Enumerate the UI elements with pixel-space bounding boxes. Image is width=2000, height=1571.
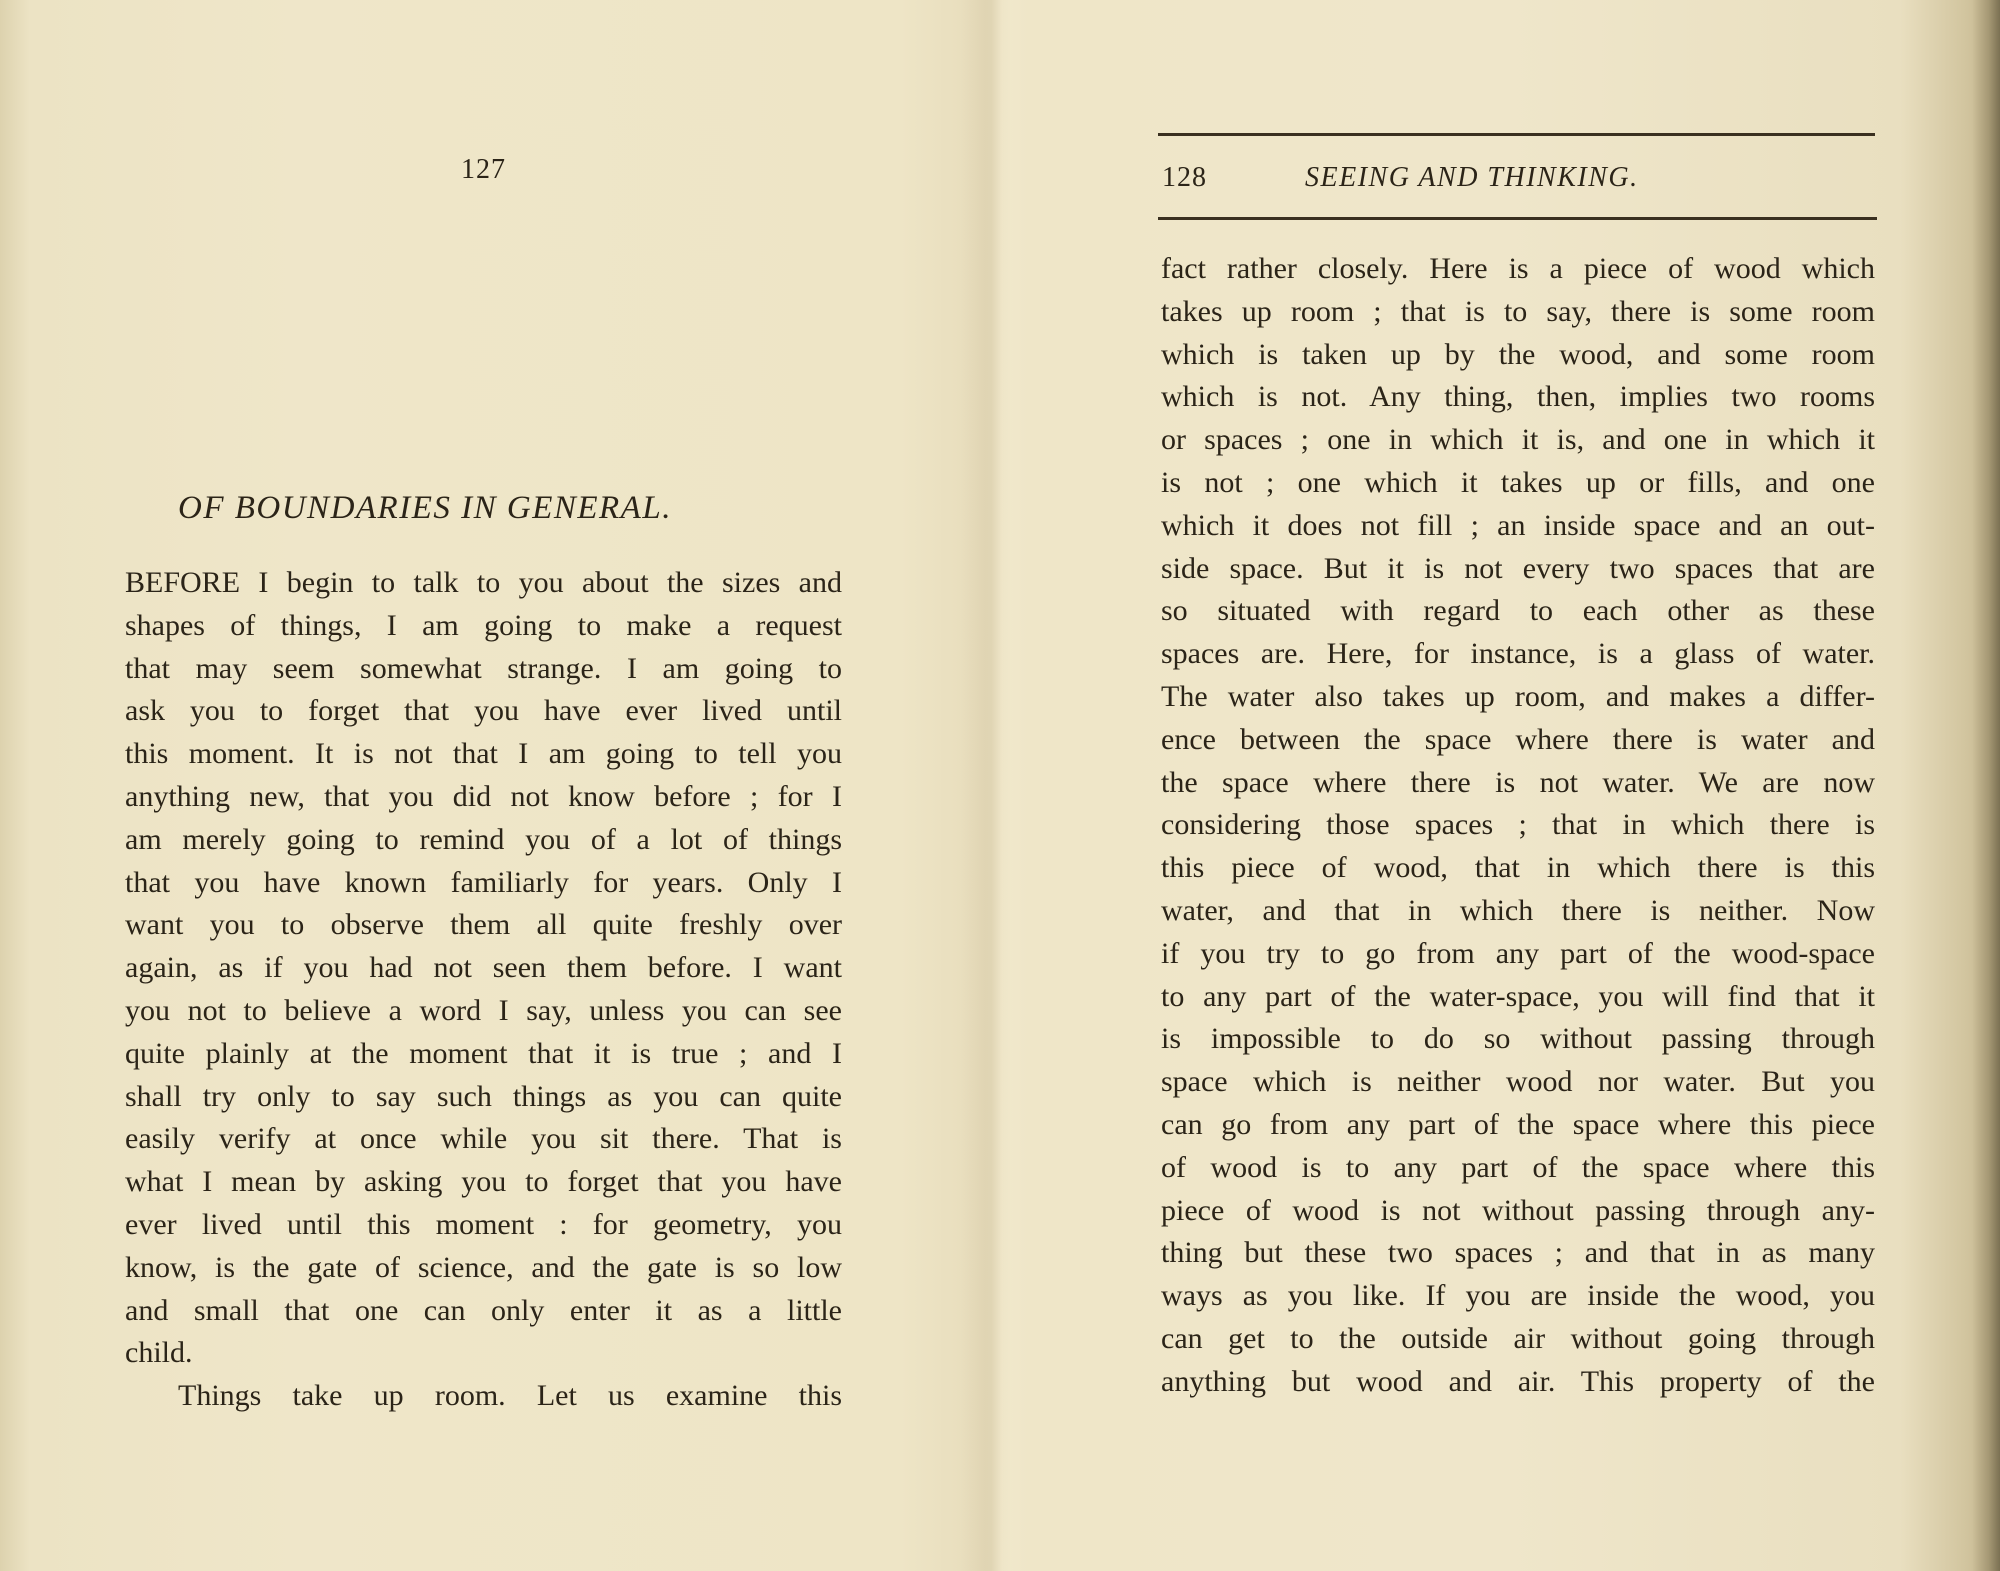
text-line: you not to believe a word I say, unless you can see (125, 993, 842, 1027)
text-line: quite plainly at the moment that it is true ; and I (125, 1036, 842, 1070)
text-line: again, as if you had not seen them before. I want (125, 951, 842, 985)
chapter-title: OF BOUNDARIES IN GENERAL. (178, 490, 672, 526)
text-line: so situated with regard to each other as these (1161, 594, 1875, 628)
text-line: is not ; one which it takes up or fills, and one (1161, 465, 1875, 499)
text-line: this moment. It is not that I am going to tell you (125, 737, 842, 771)
text-line: ask you to forget that you have ever lived until (125, 694, 842, 728)
text-line: thing but these two spaces ; and that in as many (1161, 1236, 1875, 1270)
text-line: can get to the outside air without going through (1161, 1321, 1875, 1355)
body-text (1161, 248, 1875, 1404)
text-line: Things take up room. Let us examine this (178, 1379, 842, 1413)
text-line: ways as you like. If you are inside the wood, you (1161, 1279, 1875, 1313)
header-rule (1158, 217, 1877, 220)
text-line: piece of wood is not without passing through any- (1161, 1193, 1875, 1227)
text-line: that you have known familiarly for years. Only I (125, 865, 842, 899)
text-line: shapes of things, I am going to make a request (125, 608, 842, 642)
page-edge-shadow (1972, 0, 2000, 1571)
text-line: the space where there is not water. We are now (1161, 765, 1875, 799)
text-line: which is taken up by the wood, and some room (1161, 337, 1875, 371)
text-line: ever lived until this moment : for geometry, you (125, 1207, 842, 1241)
text-line: shall try only to say such things as you can quite (125, 1079, 842, 1113)
text-line: fact rather closely. Here is a piece of wood which (1161, 252, 1875, 285)
text-line: want you to observe them all quite freshly over (125, 908, 842, 942)
running-head: SEEING AND THINKING. (1305, 162, 1639, 193)
left-page (0, 0, 995, 1571)
text-line: child. (125, 1336, 193, 1370)
text-line: space which is neither wood nor water. But you (1161, 1065, 1875, 1099)
page-number: 127 (461, 154, 506, 185)
text-line: if you try to go from any part of the wood-space (1161, 936, 1875, 970)
text-line: is impossible to do so without passing through (1161, 1022, 1875, 1056)
text-line: am merely going to remind you of a lot of things (125, 822, 842, 856)
text-line: that may seem somewhat strange. I am going to (125, 651, 842, 685)
text-line: ence between the space where there is water and (1161, 722, 1875, 756)
text-line: to any part of the water-space, you will find that it (1161, 979, 1875, 1013)
header-rule (1158, 133, 1875, 136)
text-line: anything but wood and air. This property of the (1161, 1364, 1875, 1398)
text-line: BEFORE I begin to talk to you about the sizes and (125, 566, 842, 599)
text-line: this piece of wood, that in which there is this (1161, 851, 1875, 885)
text-line: or spaces ; one in which it is, and one in which it (1161, 423, 1875, 457)
text-line: The water also takes up room, and makes a differ- (1161, 679, 1875, 713)
text-line: of wood is to any part of the space where this (1161, 1150, 1875, 1184)
body-text (125, 562, 842, 1418)
text-line: spaces are. Here, for instance, is a glass of water. (1161, 637, 1875, 671)
text-line: know, is the gate of science, and the gate is so low (125, 1250, 842, 1284)
text-line: considering those spaces ; that in which there is (1161, 808, 1875, 842)
text-line: what I mean by asking you to forget that you have (125, 1165, 842, 1199)
text-line: water, and that in which there is neither. Now (1161, 893, 1875, 927)
text-line: side space. But it is not every two spaces that are (1161, 551, 1875, 585)
text-line: which it does not fill ; an inside space and an out- (1161, 508, 1875, 542)
text-line: which is not. Any thing, then, implies two rooms (1161, 380, 1875, 414)
page-number: 128 (1162, 162, 1207, 193)
text-line: anything new, that you did not know before ; for I (125, 779, 842, 813)
text-line: easily verify at once while you sit there. That is (125, 1122, 842, 1156)
text-line: can go from any part of the space where this piece (1161, 1107, 1875, 1141)
text-line: and small that one can only enter it as a little (125, 1293, 842, 1327)
text-line: takes up room ; that is to say, there is some room (1161, 294, 1875, 328)
